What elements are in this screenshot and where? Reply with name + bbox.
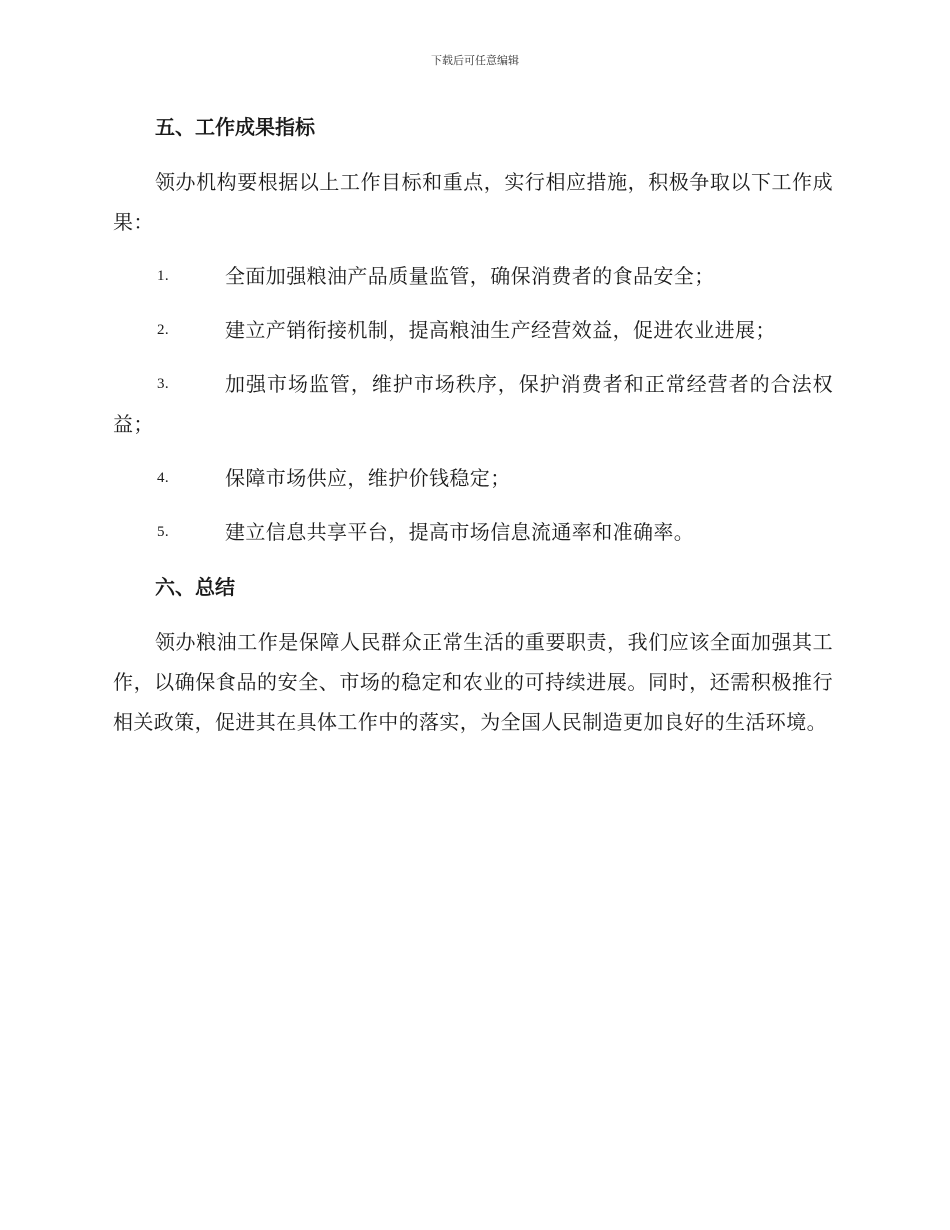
list-item <box>113 364 833 444</box>
list-item <box>113 256 833 296</box>
list-item <box>113 512 833 552</box>
list-item-number: 3. <box>157 376 170 392</box>
list-item-text: 建立信息共享平台，提高市场信息流通率和准确率。 <box>225 520 695 544</box>
header-note: 下载后可任意编辑 <box>431 54 519 67</box>
section-6-body: 领办粮油工作是保障人民群众正常生活的重要职责，我们应该全面加强其工作，以确保食品的安全、市场的稳定和农业的可持续进展。同时，还需积极推行相关政策，促进其在具体工作中的落实，为全国人民制造更加良好的生活环境。 <box>113 630 833 734</box>
list-item-text: 全面加强粮油产品质量监管，确保消费者的食品安全； <box>225 264 715 288</box>
list-item-text: 加强市场监管，维护市场秩序，保护消费者和正常经营者的合法权益； <box>113 372 833 436</box>
list-item <box>113 310 833 350</box>
list-item <box>113 458 833 498</box>
list-item-number: 2. <box>157 322 170 338</box>
list-item-text: 建立产销衔接机制，提高粮油生产经营效益，促进农业进展； <box>225 318 776 342</box>
list-item-number: 1. <box>157 268 170 284</box>
section-6-heading: 六、总结 <box>155 575 235 599</box>
list-item-number: 4. <box>157 470 170 486</box>
section-5-intro: 领办机构要根据以上工作目标和重点，实行相应措施，积极争取以下工作成果： <box>113 170 833 234</box>
section-5-heading: 五、工作成果指标 <box>155 115 315 139</box>
list-item-number: 5. <box>157 524 170 540</box>
document-content <box>113 106 833 742</box>
list-item-text: 保障市场供应，维护价钱稳定； <box>225 466 511 490</box>
